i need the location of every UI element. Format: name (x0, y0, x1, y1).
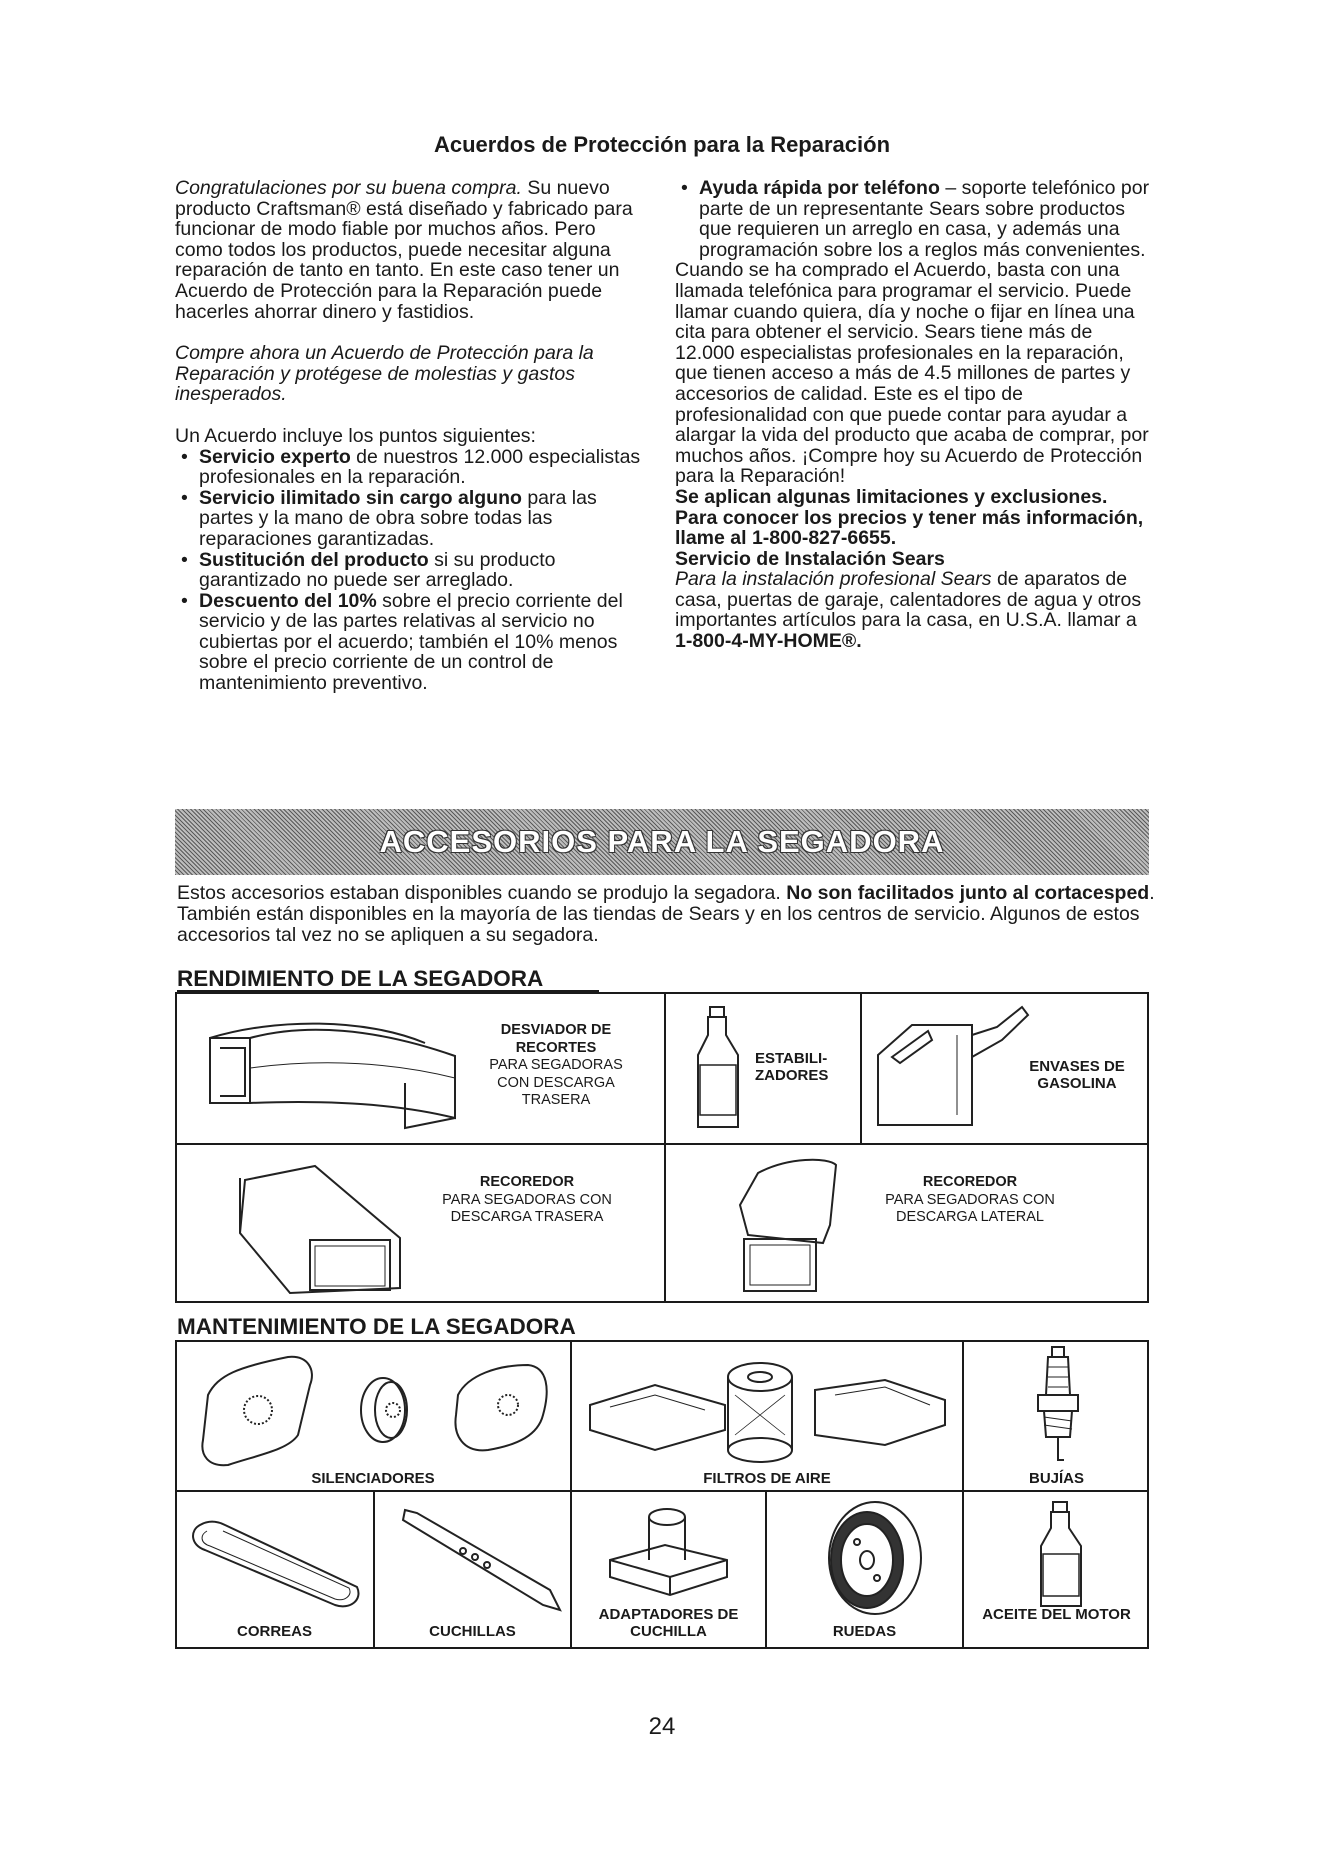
includes-paragraph: Un Acuerdo incluye los puntos siguientes: (175, 424, 536, 447)
blades-label: CUCHILLAS (429, 1623, 516, 1640)
blade-illustration (395, 1505, 565, 1617)
install-text: de aparatos de casa, puertas de garaje, calentadores de agua y otros importantes artículos para la casa, en U.S.A. llamar a (675, 568, 1142, 632)
right-column (675, 178, 1153, 652)
left-column (175, 178, 645, 694)
list-item (175, 550, 645, 591)
wheel-illustration (815, 1500, 925, 1618)
page-heading: Acuerdos de Protección para la Reparación (433, 132, 891, 157)
bullet-text: – soporte telefónico por parte de un representante Sears sobre productos que requieren un arreglo en casa, y además una programación sobre los a reglos más convenientes. (699, 177, 1150, 261)
bullet-title: Servicio ilimitado sin cargo alguno (199, 486, 522, 509)
intro-text-a: Estos accesorios estaban disponibles cuando se produjo la segadora. (177, 882, 781, 904)
spark-plugs-label: BUJÍAS (1028, 1470, 1084, 1487)
rear-bagger-text: PARA SEGADORAS CON DESCARGA TRASERA (442, 1191, 612, 1225)
buy-now-paragraph: Compre ahora un Acuerdo de Protección para la Reparación y protégese de molestias y gastos inesperados. (175, 342, 594, 406)
stabilizers-label: ESTABILI- ZADORES (755, 1050, 829, 1084)
grid-divider (664, 992, 666, 1303)
list-item (175, 488, 645, 550)
benefits-list (175, 447, 645, 694)
banner-title: ACCESORIOS PARA LA SEGADORA (379, 824, 945, 859)
deflector-label (472, 1022, 640, 1110)
performance-section-title: RENDIMIENTO DE LA SEGADORA (177, 966, 544, 991)
side-bagger-illustration (738, 1155, 858, 1297)
phone-help-list (675, 178, 1153, 260)
bullet-title: Sustitución del producto (199, 548, 429, 571)
grid-divider (860, 992, 862, 1143)
side-bagger-text: PARA SEGADORAS CON DESCARGA LATERAL (885, 1191, 1055, 1225)
install-phone: 1-800-4-MY-HOME®. (675, 630, 862, 653)
belts-illustration (185, 1505, 365, 1615)
side-bagger-title: RECOREDOR (922, 1174, 1018, 1190)
install-title: Servicio de Instalación Sears (675, 547, 945, 570)
engine-oil-bottle-icon (1033, 1500, 1089, 1610)
list-item (175, 447, 645, 488)
accessories-intro (177, 883, 1177, 946)
bullet-text: para las partes y la mano de obra sobre todas las reparaciones garantizadas. (199, 486, 597, 550)
bullet-text: de nuestros 12.000 especialistas profesionales en la reparación. (199, 445, 641, 489)
page-number: 24 (648, 1713, 676, 1740)
stabilizer-bottle-icon (690, 1005, 746, 1133)
intro-text: Su nuevo producto Craftsman® está diseñado y fabricado para funcionar de modo fiable por muchos años. Pero como todos los productos, puede necesitar alguna reparación de tanto en tanto. En este caso tener un Acuerdo de Protección para la Reparación puede hacerles ahorrar dinero y fastidios. (175, 177, 633, 323)
bullet-text: si su producto garantizado no puede ser arreglado. (199, 548, 556, 592)
limitations-paragraph: Se aplican algunas limitaciones y exclusiones. Para conocer los precios y tener más información, llame al 1-800-827-6655. (675, 485, 1144, 550)
service-paragraph: Cuando se ha comprado el Acuerdo, basta con una llamada telefónica para programar el servicio. Puede llamar cuando quiera, día y noche o fijar en línea una cita para obtener el servicio. Sears tiene más de 12.000 especialistas profesionales en la reparación, que tienen acceso a más de 4.5 millones de partes y accesorios de calidad. Este es el tipo de profesionalidad con que puede contar para ayudar a alargar la vida del producto que acaba de comprar, por muchos años. ¡Compre hoy su Acuerdo de Protección para la Reparación! (675, 259, 1149, 488)
bullet-title: Descuento del 10% (199, 589, 377, 612)
side-bagger-label (880, 1174, 1060, 1227)
air-filters-label: FILTROS DE AIRE (703, 1470, 831, 1487)
accessories-banner (175, 809, 1149, 875)
intro-paragraph (175, 178, 645, 322)
congrats-text: Congratulaciones por su buena compra. (175, 177, 522, 199)
list-item (675, 178, 1153, 260)
mufflers-illustration (198, 1355, 558, 1470)
install-italic: Para la instalación profesional Sears (675, 568, 992, 591)
mufflers-label: SILENCIADORES (311, 1470, 435, 1487)
spark-plug-icon (1030, 1345, 1086, 1470)
grid-divider (175, 1143, 1149, 1145)
deflector-text: PARA SEGADORAS CON DESCARGA TRASERA (489, 1057, 623, 1108)
bullet-title: Ayuda rápida por teléfono (699, 177, 940, 199)
grid-divider (570, 1340, 572, 1649)
air-filters-illustration (585, 1355, 955, 1470)
blade-adapters-label: ADAPTADORES DE CUCHILLA (598, 1606, 739, 1640)
rear-bagger-illustration (230, 1158, 430, 1296)
bullet-text: sobre el precio corriente del servicio y de las partes relativas al servicio no cubiertas por el acuerdo; también el 10% menos sobre el precio corriente de un control de mantenimiento preventivo. (199, 589, 623, 695)
intro-text-bold: No son facilitados junto al cortacesped (786, 882, 1150, 904)
gas-cans-label: ENVASES DE GASOLINA (1029, 1058, 1125, 1092)
maintenance-section-title: MANTENIMIENTO DE LA SEGADORA (177, 1314, 576, 1339)
engine-oil-label: ACEITE DEL MOTOR (982, 1606, 1131, 1623)
gas-can-icon (872, 1005, 1032, 1133)
deflector-illustration (205, 1018, 465, 1138)
intro-text-b: . También están disponibles en la mayoría de las tiendas de Sears y en los centros de servicio. Algunos de estos accesorios tal vez no se apliquen a su segadora. (177, 882, 1155, 946)
bullet-title: Servicio experto (199, 445, 351, 468)
belts-label: CORREAS (236, 1623, 312, 1640)
blade-adapter-illustration (605, 1505, 735, 1600)
list-item (175, 591, 645, 694)
rear-bagger-title: RECOREDOR (479, 1174, 575, 1190)
deflector-title: DESVIADOR DE RECORTES (500, 1022, 612, 1056)
install-paragraph (675, 569, 1153, 631)
grid-divider (962, 1340, 964, 1649)
wheels-label: RUEDAS (832, 1623, 897, 1640)
rear-bagger-label (432, 1174, 622, 1227)
grid-divider (175, 1490, 1149, 1492)
